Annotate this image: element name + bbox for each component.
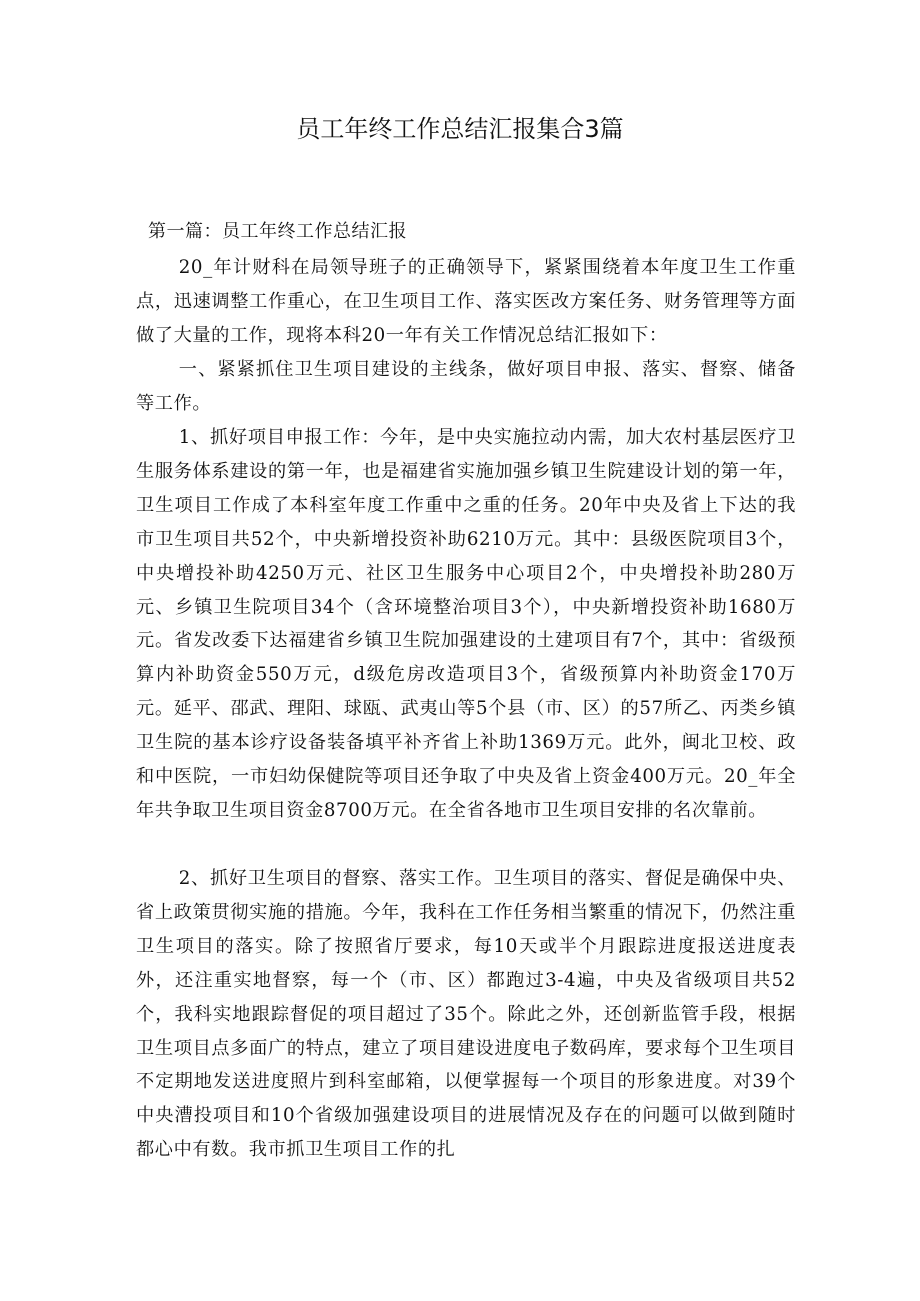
paragraph-intro: 20_年计财科在局领导班子的正确领导下，紧紧围绕着本年度卫生工作重点，迅速调整工作重心，在卫生项目工作、落实医改方案任务、财务管理等方面做了大量的工作，现将本科20一年有关工作情况总结汇报如下：: [136, 257, 796, 346]
document-title: 员工年终工作总结汇报集合3篇: [296, 115, 624, 143]
section-heading: 第一篇：员工年终工作总结汇报: [148, 221, 407, 242]
paragraph-project-supervision: 2、抓好卫生项目的督察、落实工作。卫生项目的落实、督促是确保中央、省上政策贯彻实施的措施。今年，我科在工作任务相当繁重的情况下，仍然注重卫生项目的落实。除了按照省厅要求，每10天或半个月跟踪进度报送进度表外，还注重实地督察，每一个（市、区）都跑过3-4遍，中央及省级项目共52个，我科实地跟踪督促的项目超过了35个。除此之外，还创新监管手段，根据卫生项目点多面广的特点，建立了项目建设进度电子数码库，要求每个卫生项目不定期地发送进度照片到科室邮箱，以便掌握每一个项目的形象进度。对39个中央漕投项目和10个省级加强建设项目的进展情况及存在的问题可以做到随时都心中有数。我市抓卫生项目工作的扎: [136, 868, 796, 1161]
paragraph-point-one: 一、紧紧抓住卫生项目建设的主线条，做好项目申报、落实、督察、储备等工作。: [136, 359, 796, 414]
paragraph-project-application: 1、抓好项目申报工作：今年，是中央实施拉动内需，加大农村基层医疗卫生服务体系建设的第一年，也是福建省实施加强乡镇卫生院建设计划的第一年，卫生项目工作成了本科室年度工作重中之重的任务。20年中央及省上下达的我市卫生项目共52个，中央新增投资补助6210万元。其中：县级医院项目3个，中央增投补助4250万元、社区卫生服务中心项目2个，中央增投补助280万元、乡镇卫生院项目34个（含环境整治项目3个），中央新增投资补助1680万元。省发改委下达福建省乡镇卫生院加强建设的土建项目有7个，其中：省级预算内补助资金550万元，d级危房改造项目3个，省级预算内补助资金170万元。延平、邵武、理阳、球瓯、武夷山等5个县（市、区）的57所乙、丙类乡镇卫生院的基本诊疗设备装备填平补齐省上补助1369万元。此外，闽北卫校、政和中医院，一市妇幼保健院等项目还争取了中央及省上资金400万元。20_年全年共争取卫生项目资金8700万元。在全省各地市卫生项目安排的名次靠前。: [136, 427, 796, 821]
